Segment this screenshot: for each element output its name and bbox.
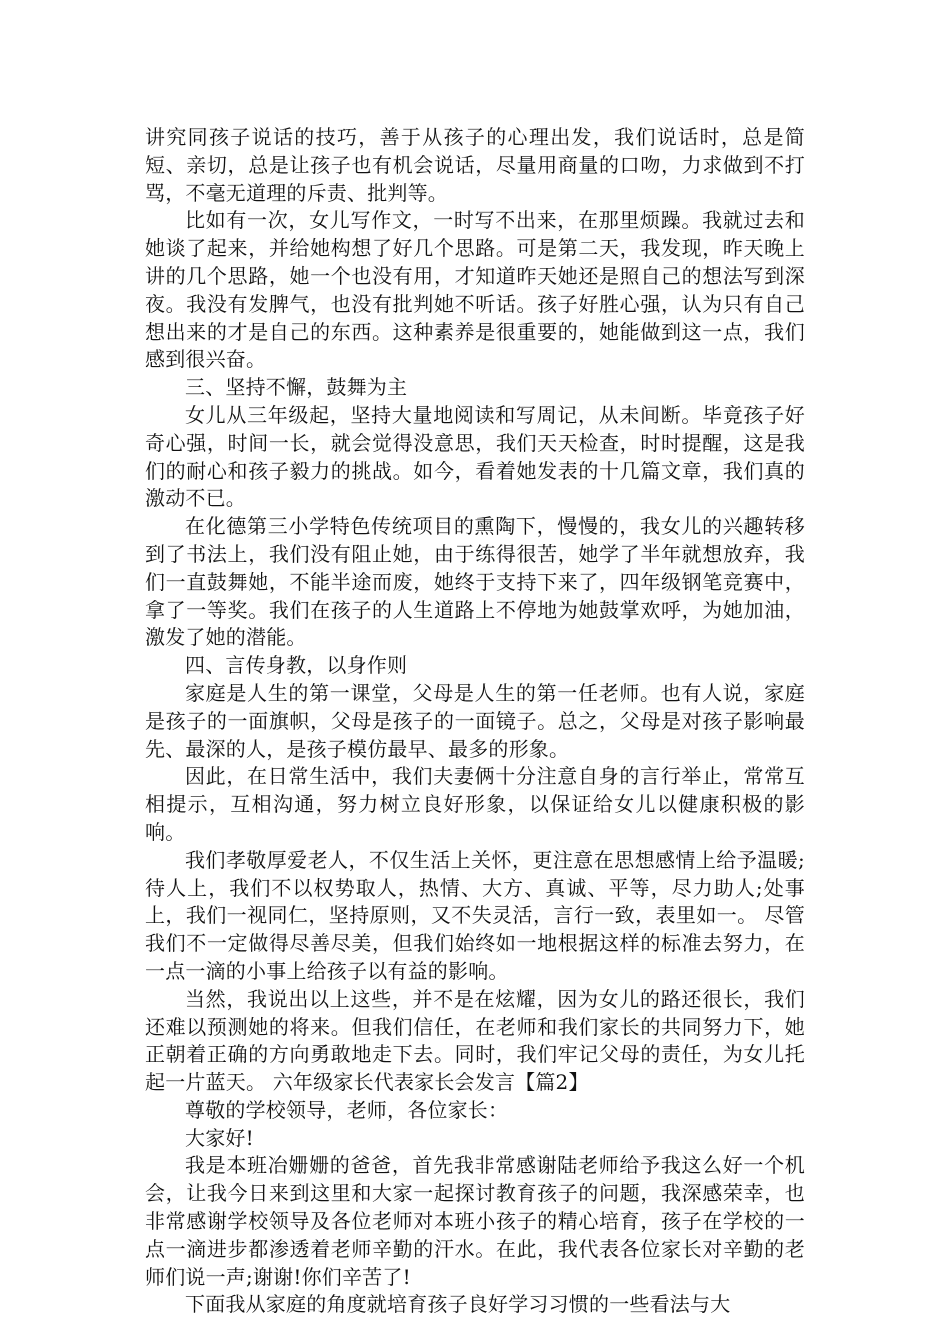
- paragraph-9: 我们孝敬厚爱老人，不仅生活上关怀，更注意在思想感情上给予温暖;待人上，我们不以权势取人，热情、大方、真诚、平等，尽力助人;处事上，我们一视同仁，坚持原则，又不失灵活，言行一致，表里如一。 尽管我们不一定做得尽善尽美，但我们始终如一地根据这样的标准去努力，在一点一滴的小事上给孩子以有益的影响。: [145, 847, 805, 983]
- section-heading-3: 三、坚持不懈，鼓舞为主: [185, 375, 408, 400]
- document-body: [145, 124, 805, 1319]
- paragraph-14: 下面我从家庭的角度就培育孩子良好学习习惯的一些看法与大: [185, 1292, 731, 1317]
- paragraph-13: 我是本班冶姗姗的爸爸，首先我非常感谢陆老师给予我这么好一个机会，让我今日来到这里和大家一起探讨教育孩子的问题，我深感荣幸，也非常感谢学校领导及各位老师对本班小孩子的精心培育，孩子在学校的一点一滴进步都渗透着老师辛勤的汗水。在此，我代表各位家长对辛勤的老师们说一声;谢谢!你们辛苦了!: [145, 1153, 805, 1289]
- salutation: 尊敬的学校领导，老师，各位家长：: [185, 1097, 509, 1122]
- paragraph-8: 因此，在日常生活中，我们夫妻俩十分注意自身的言行举止，常常互相提示，互相沟通，努力树立良好形象，以保证给女儿以健康积极的影响。: [145, 764, 805, 844]
- paragraph-7: 家庭是人生的第一课堂，父母是人生的第一任老师。也有人说，家庭是孩子的一面旗帜，父母是孩子的一面镜子。总之，父母是对孩子影响最先、最深的人，是孩子模仿最早、最多的形象。: [145, 680, 805, 761]
- paragraph-5: 在化德第三小学特色传统项目的熏陶下，慢慢的，我女儿的兴趣转移到了书法上，我们没有阻止她，由于练得很苦，她学了半年就想放弃，我们一直鼓舞她，不能半途而废，她终于支持下来了，四年级钢笔竞赛中，拿了一等奖。我们在孩子的人生道路上不停地为她鼓掌欢呼，为她加油，激发了她的潜能。: [145, 514, 805, 650]
- paragraph-10: 当然，我说出以上这些，并不是在炫耀，因为女儿的路还很长，我们还难以预测她的将来。但我们信任，在老师和我们家长的共同努力下，她正朝着正确的方向勇敢地走下去。同时，我们牢记父母的责任，为女儿托起一片蓝天。 六年级家长代表家长会发言【篇2】: [145, 986, 805, 1095]
- paragraph-1: 讲究同孩子说话的技巧，善于从孩子的心理出发，我们说话时，总是简短、亲切，总是让孩子也有机会说话，尽量用商量的口吻，力求做到不打骂，不毫无道理的斥责、批判等。: [145, 125, 805, 205]
- greeting: 大家好!: [185, 1125, 254, 1150]
- paragraph-4: 女儿从三年级起，坚持大量地阅读和写周记，从未间断。毕竟孩子好奇心强，时间一长，就会觉得没意思，我们天天检查，时时提醒，这是我们的耐心和孩子毅力的挑战。如今，看着她发表的十几篇文章，我们真的激动不已。: [145, 402, 805, 511]
- paragraph-2: 比如有一次，女儿写作文，一时写不出来，在那里烦躁。我就过去和她谈了起来，并给她构想了好几个思路。可是第二天，我发现，昨天晚上讲的几个思路，她一个也没有用，才知道昨天她还是照自己的想法写到深夜。我没有发脾气，也没有批判她不听话。孩子好胜心强，认为只有自己想出来的才是自己的东西。这种素养是很重要的，她能做到这一点，我们感到很兴奋。: [145, 208, 805, 372]
- section-heading-4: 四、言传身教，以身作则: [185, 653, 408, 678]
